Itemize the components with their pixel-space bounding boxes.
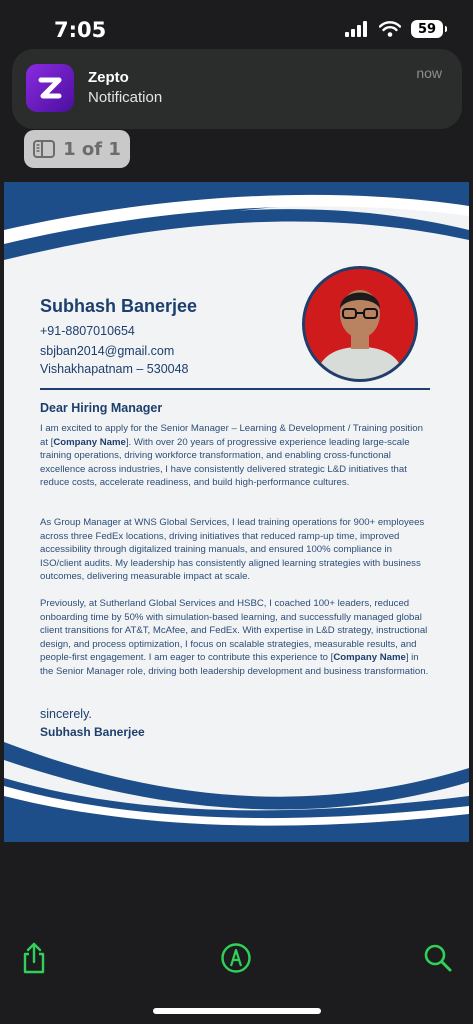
profile-photo <box>302 266 418 382</box>
paragraph-3: Previously, at Sutherland Global Services and HSBC, I coached 100+ leaders, reduced onboarding time by 50% with simulation-based learning, and successfully managed global client transitions for AT&T, McAfee, and FedEx. With expertise in L&D strategy, instructional design, and process optimization, I focus on scalable strategies, measurable results, and people-first engagement. I am eager to contribute this experience to [Company Name] in the Senior Manager role, driving both leadership development and business transformation. <box>40 598 429 677</box>
markup-icon <box>220 942 252 974</box>
page-count-label: 1 of 1 <box>63 138 121 160</box>
cover-letter-page[interactable] <box>4 182 469 842</box>
wifi-icon <box>379 21 401 37</box>
share-button[interactable] <box>16 940 52 976</box>
candidate-name: Subhash Banerjee <box>40 296 198 316</box>
location: Vishakhapatnam – 530048 <box>40 362 189 376</box>
bottom-toolbar <box>0 930 473 990</box>
search-button[interactable] <box>420 940 456 976</box>
phone-number: +91-8807010654 <box>40 324 135 338</box>
battery-indicator <box>411 20 443 38</box>
header-divider <box>40 388 430 390</box>
notification-banner[interactable] <box>12 49 462 129</box>
paragraph-1: I am excited to apply for the Senior Manager – Learning & Development / Training position at [Company Name]. With over 20 years of progressive experience leading large-scale training operations, driving workforce transformation, and enabling cross-functional excellence across industries, I have consistently delivered strategic L&D initiatives that reduce costs, accelerate readiness, and build high-performance cultures. <box>40 423 423 489</box>
greeting: Dear Hiring Manager <box>40 401 163 415</box>
search-icon <box>423 943 453 973</box>
markup-button[interactable] <box>218 940 254 976</box>
signature-name: Subhash Banerjee <box>40 725 145 739</box>
battery-level: 59 <box>417 21 437 37</box>
signal-icon <box>345 21 369 37</box>
zepto-app-icon <box>26 64 74 112</box>
status-icons <box>345 20 443 38</box>
notification-message: Notification <box>88 89 163 106</box>
closing: sincerely. <box>40 707 92 721</box>
page-indicator[interactable] <box>24 130 130 168</box>
share-icon <box>20 942 48 974</box>
home-indicator[interactable] <box>153 1008 321 1014</box>
email-address: sbjban2014@gmail.com <box>40 344 175 358</box>
notification-time: now <box>416 65 442 81</box>
sidebar-icon <box>33 140 55 158</box>
status-time: 7:05 <box>54 18 107 42</box>
paragraph-2: As Group Manager at WNS Global Services, I lead training operations for 900+ employees across three FedEx locations, driving initiatives that reduced ramp-up time, improved accessibility through digitalized training manuals, and ensured 100% compliance in ISO/client audits. My leadership has consistently aligned learning strategies with business outcomes, delivering measurable impact at scale. <box>40 517 425 583</box>
notification-app-name: Zepto <box>88 69 129 86</box>
